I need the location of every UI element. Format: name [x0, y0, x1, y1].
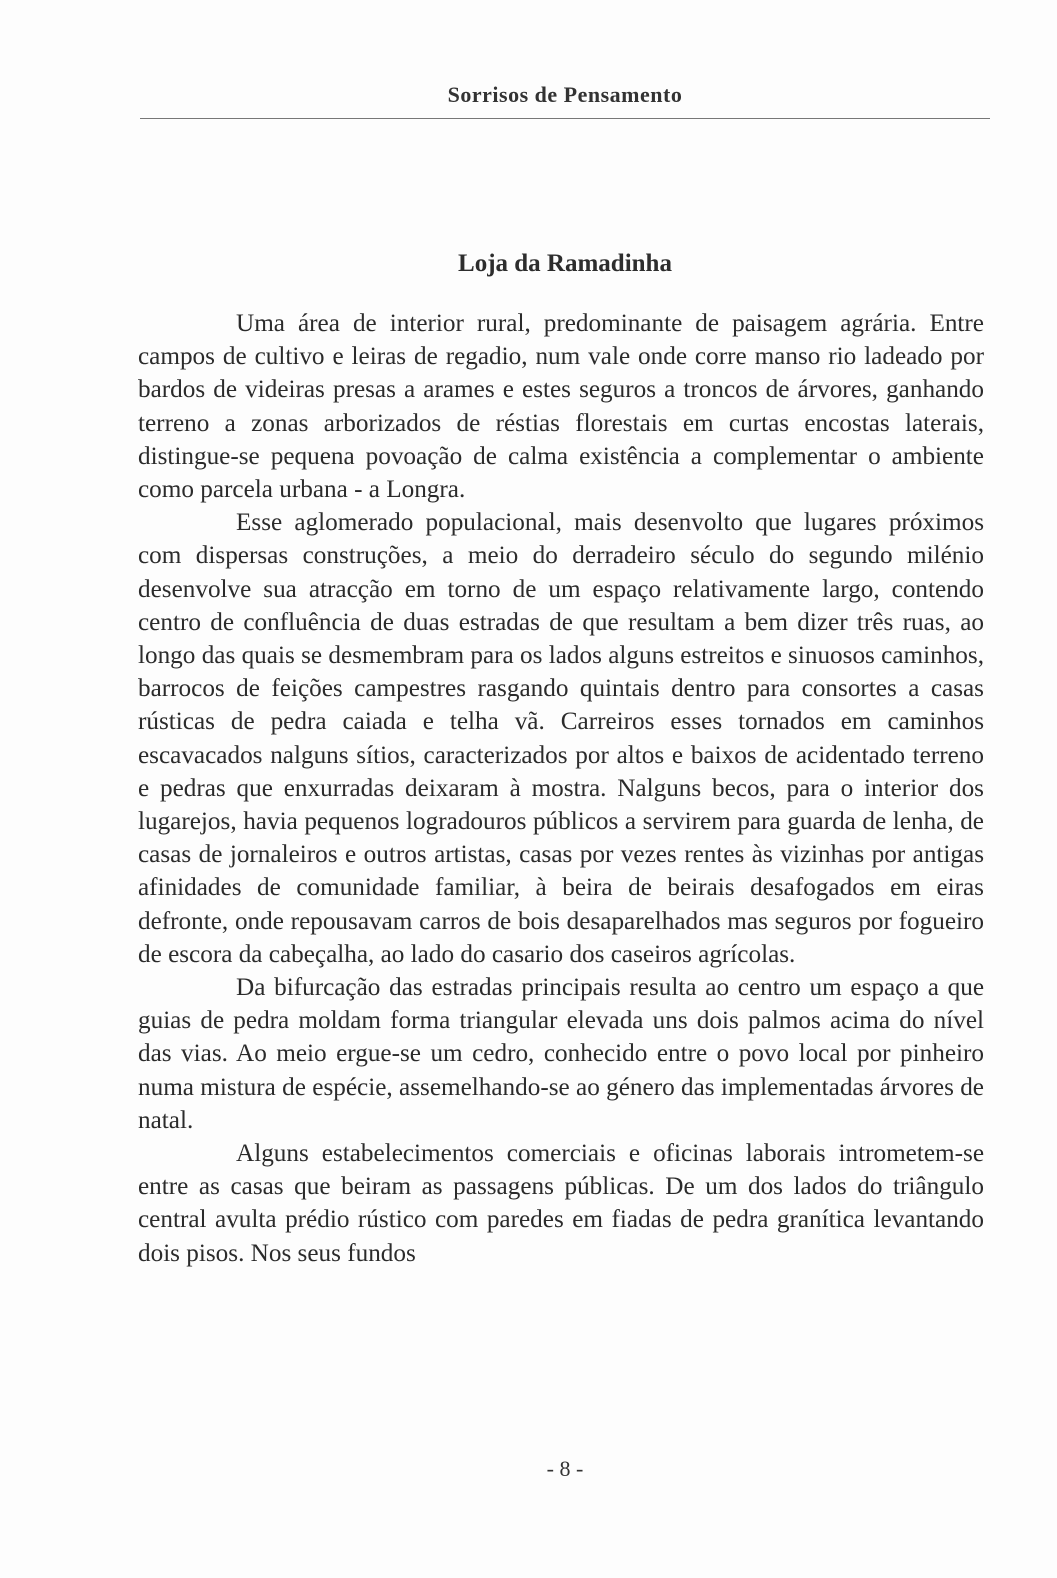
paragraph-3: Da bifurcação das estradas principais resulta ao centro um espaço a que guias de pedra moldam forma triangular elevada uns dois palmos acima do nível das vias. Ao meio ergue-se um cedro, conhecido entre o povo local por pinheiro numa mistura de espécie, assemelhando-se ao género das implementadas árvores de natal.	[138, 974, 984, 1134]
chapter-title: Loja da Ramadinha	[458, 250, 672, 277]
page-number: - 8 -	[546, 1456, 584, 1481]
paragraph-2: Esse aglomerado populacional, mais desenvolto que lugares próximos com dispersas construções, a meio do derradeiro século do segundo milénio desenvolve sua atracção em torno de um espaço relativamente largo, contendo centro de confluência de duas estradas de que resultam a bem dizer três ruas, ao longo das quais se desmembram para os lados alguns estreitos e sinuosos caminhos, barrocos de feições campestres rasgando quintais dentro para consortes a casas rústicas de pedra caiada e telha vã. Carreiros esses tornados em caminhos escavacados nalguns sítios, caracterizados por altos e baixos de acidentado terreno e pedras que enxurradas deixaram à mostra. Nalguns becos, para o interior dos lugarejos, havia pequenos logradouros públicos a servirem para guarda de lenha, de casas de jornaleiros e outros artistas, casas por vezes rentes às vizinhas por antigas afinidades de comunidade familiar, à beira de beirais desafogados em eiras defronte, onde repousavam carros de bois desaparelhados mas seguros por fogueiro de escora da cabeçalha, ao lado do casario dos caseiros agrícolas.	[138, 509, 984, 968]
header-rule	[140, 118, 990, 119]
body-text	[138, 307, 984, 1270]
paragraph-4: Alguns estabelecimentos comerciais e oficinas laborais intrometem-se entre as casas que beiram as passagens públicas. De um dos lados do triângulo central avulta prédio rústico com paredes em fiadas de pedra granítica levantando dois pisos. Nos seus fundos	[138, 1140, 984, 1267]
running-header: Sorrisos de Pensamento	[447, 82, 683, 107]
paragraph-1: Uma área de interior rural, predominante de paisagem agrária. Entre campos de cultivo e leiras de regadio, num vale onde corre manso rio ladeado por bardos de videiras presas a arames e estes seguros a troncos de árvores, ganhando terreno a zonas arborizados de réstias florestais em curtas encostas laterais, distingue-se pequena povoação de calma existência a complementar o ambiente como parcela urbana - a Longra.	[138, 310, 984, 504]
